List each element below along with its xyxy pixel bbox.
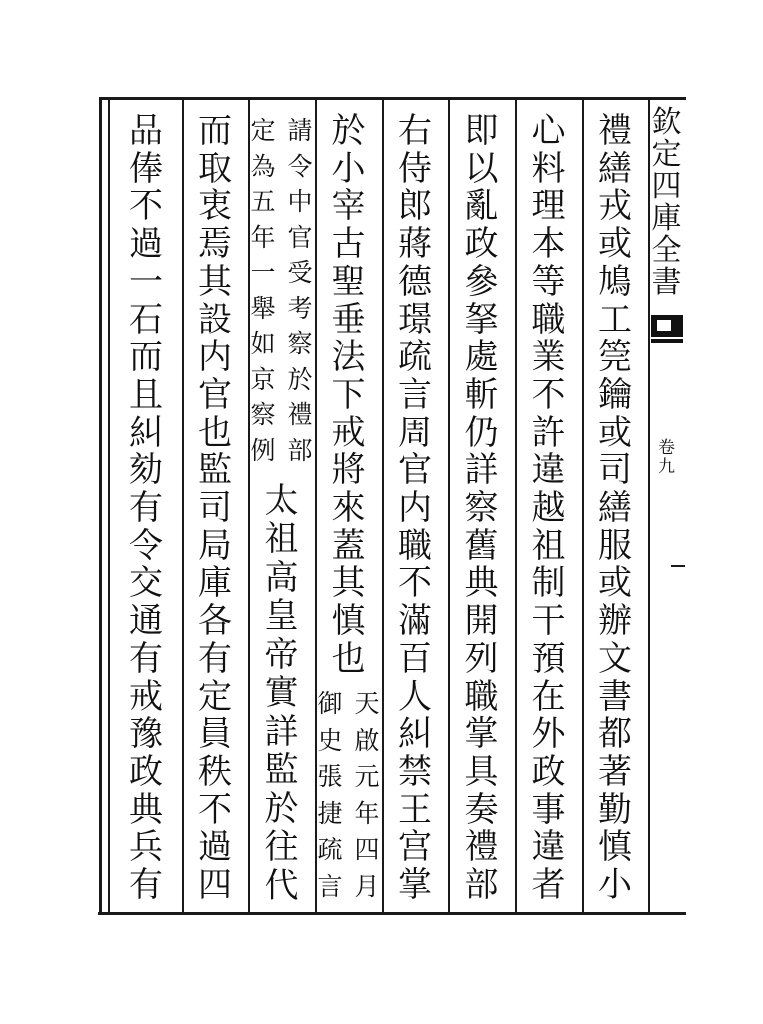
column-main-text: 心料理本等職業不許違越祖制干預在外政事違者	[531, 111, 566, 906]
column-main-text: 而取衷焉其設内官也監司局庫各有定員秩不過四	[197, 111, 232, 906]
interlinear-note-right: 請令中官受考察於禮部	[287, 116, 313, 465]
interlinear-note-left: 定為五年一舉如京察例	[250, 116, 276, 465]
interlinear-note	[315, 686, 382, 905]
fish-tail-icon	[651, 315, 683, 343]
column-main-text: 禮繕戎或鳩工筦鑰或司繕服或辦文書都著勤慎小	[597, 111, 632, 906]
frame-top-border	[99, 97, 686, 100]
text-column-5	[315, 113, 382, 905]
volume-number: 卷九	[657, 438, 675, 477]
column-main-text: 太祖高皇帝實詳監於往代	[264, 480, 299, 906]
margin-tick	[671, 565, 685, 567]
column-main-text: 右侍郎蔣德璟疏言周官内職不滿百人糾禁王宫掌	[397, 111, 432, 906]
text-column-1	[582, 113, 648, 905]
page-header-strip	[648, 107, 685, 477]
frame-bottom-border	[98, 912, 686, 915]
column-main-text: 即以亂政參拏處斬仍詳察舊典開列職掌具奏禮部	[464, 111, 499, 906]
text-column-7	[182, 113, 248, 905]
interlinear-note-left: 御史張捷疏言	[317, 689, 343, 901]
interlinear-note	[248, 113, 315, 468]
column-main-text: 品俸不過一石而且糾劾有令交通有戒豫政典兵有	[128, 111, 163, 906]
text-column-8	[110, 113, 182, 905]
interlinear-note-right: 天啟元年四月	[354, 689, 380, 901]
column-main-text: 於小宰古聖垂法下戒將來蓋其慎也	[331, 111, 366, 679]
text-column-4	[382, 113, 448, 905]
text-column-6	[248, 113, 315, 905]
book-title: 欽定四庫全書	[651, 105, 682, 300]
text-column-3	[448, 113, 515, 905]
text-column-2	[515, 113, 582, 905]
frame-left-border-outer	[99, 97, 102, 915]
